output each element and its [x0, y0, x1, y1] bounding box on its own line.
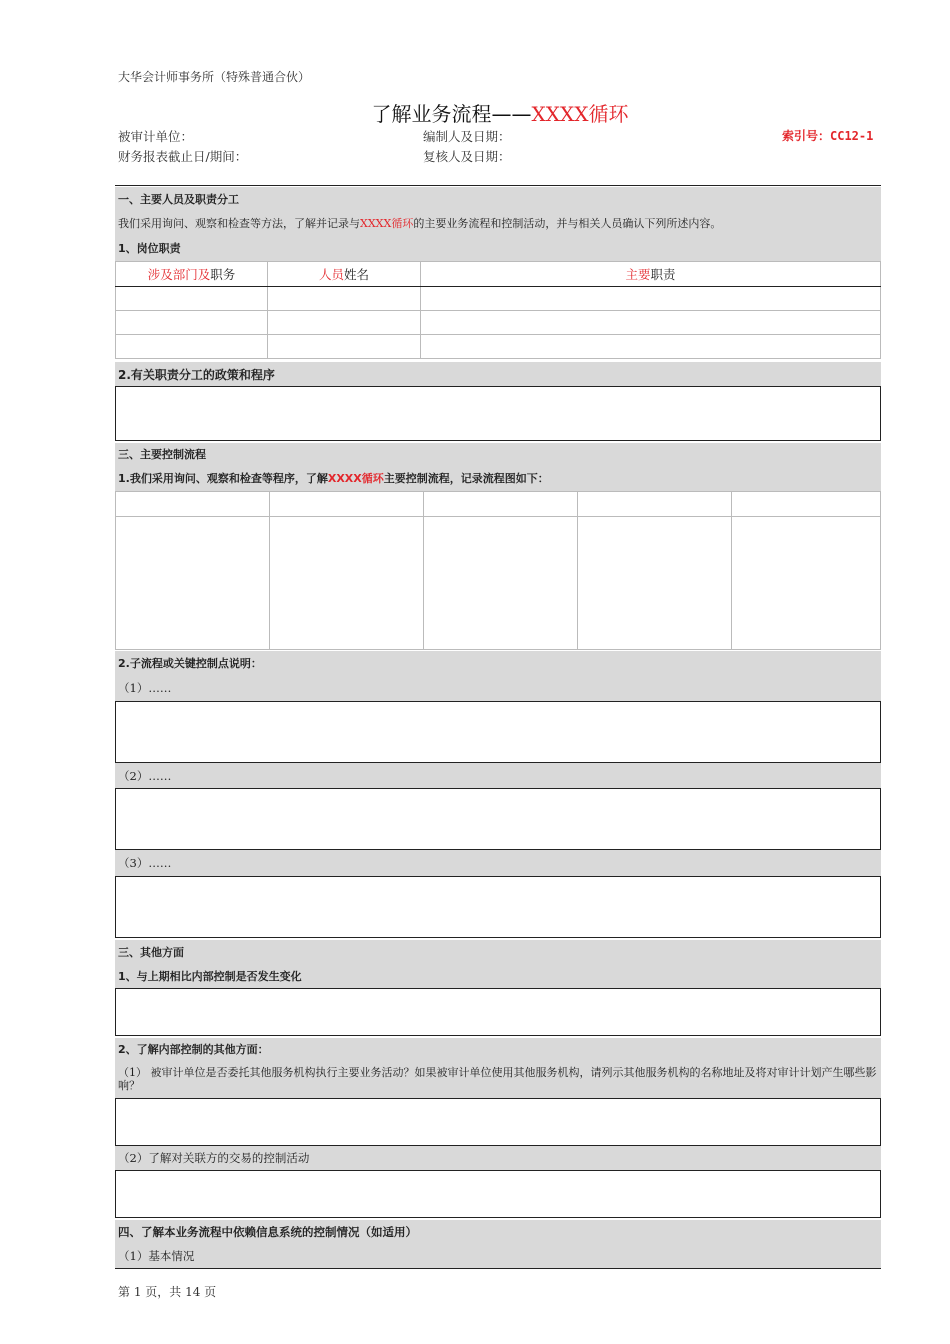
table-cell[interactable]: [116, 287, 268, 311]
page-footer: 第 1 页，共 14 页: [118, 1285, 217, 1299]
policy-heading: 2.有关职责分工的政策和程序: [115, 362, 881, 386]
col-duties-red: 主要: [625, 267, 651, 282]
col-duties: [421, 262, 881, 287]
table-cell[interactable]: [116, 311, 268, 335]
col-department: [116, 262, 268, 287]
flowchart-grid: [115, 491, 881, 650]
period-label: 财务报表截止日/期间：: [118, 149, 248, 164]
flowchart-intro-cycle: XXXX循环: [327, 472, 384, 485]
subprocess-item-2: （2）……: [115, 763, 881, 788]
flowchart-lane[interactable]: [424, 517, 578, 650]
flowchart-intro-a: 1.我们采用询问、观察和检查等程序，了解: [118, 472, 328, 485]
col-department-black: 职务: [210, 267, 236, 282]
subprocess-box-2[interactable]: [115, 788, 881, 850]
flowchart-intro: [115, 465, 881, 491]
related-party-answer-box[interactable]: [115, 1170, 881, 1218]
intro-text-cycle: XXXX循环: [360, 217, 414, 230]
preparer-label: 编制人及日期：: [423, 129, 511, 144]
flowchart-header-row: [116, 492, 881, 517]
auditee-label: 被审计单位：: [118, 129, 194, 144]
table-cell[interactable]: [421, 335, 881, 359]
intro-text-a: 我们采用询问、观察和检查等方法，了解并记录与: [118, 217, 360, 230]
service-org-question: （1） 被审计单位是否委托其他服务机构执行主要业务活动？如果被审计单位使用其他服务机构，请列示其他服务机构的名称地址及将对审计计划产生哪些影响？: [115, 1060, 881, 1098]
col-duties-black: 职责: [650, 267, 676, 282]
basic-info-item: （1）基本情况: [115, 1244, 881, 1268]
table-cell[interactable]: [268, 335, 421, 359]
bottom-rule: [115, 1268, 881, 1269]
flowchart-lane[interactable]: [732, 517, 881, 650]
intro-text-b: 的主要业务流程和控制活动，并与相关人员确认下列所述内容。: [413, 217, 722, 230]
page-title: [0, 98, 950, 127]
top-rule: [115, 185, 881, 186]
flowchart-lane-header[interactable]: [270, 492, 424, 517]
firm-name: 大华会计师事务所（特殊普通合伙）: [118, 70, 311, 84]
table-cell[interactable]: [421, 287, 881, 311]
duties-table: [115, 261, 881, 359]
subprocess-item-1: （1）……: [115, 675, 881, 701]
policy-input-box[interactable]: [115, 386, 881, 441]
table-row: [116, 311, 881, 335]
table-header-row: [116, 262, 881, 287]
col-name-black: 姓名: [344, 267, 370, 282]
flowchart-lane-header[interactable]: [116, 492, 270, 517]
col-name-red: 人员: [318, 267, 344, 282]
flowchart-lane-header[interactable]: [732, 492, 881, 517]
subprocess-box-1[interactable]: [115, 701, 881, 763]
index-number: 索引号：CC12-1: [782, 129, 874, 143]
section3-heading: 三、主要控制流程: [115, 443, 881, 465]
flowchart-intro-b: 主要控制流程，记录流程图如下：: [383, 472, 549, 485]
section1-heading: 一、主要人员及职责分工: [115, 187, 881, 211]
change-answer-box[interactable]: [115, 988, 881, 1036]
reviewer-label: 复核人及日期：: [423, 149, 511, 164]
flowchart-lane-header[interactable]: [578, 492, 732, 517]
related-party-question: （2）了解对关联方的交易的控制活动: [115, 1146, 881, 1170]
section1-intro: [115, 211, 881, 235]
subprocess-box-3[interactable]: [115, 876, 881, 938]
other-aspects-heading: 2、了解内部控制的其他方面：: [115, 1038, 881, 1060]
col-department-red: 涉及部门及: [147, 267, 211, 282]
flowchart-lane[interactable]: [116, 517, 270, 650]
table-cell[interactable]: [268, 287, 421, 311]
flowchart-lane[interactable]: [578, 517, 732, 650]
section4-heading: 四、了解本业务流程中依赖信息系统的控制情况（如适用）: [115, 1220, 881, 1244]
subprocess-item-3: （3）……: [115, 850, 881, 876]
table-row: [116, 287, 881, 311]
change-question: 1、与上期相比内部控制是否发生变化: [115, 964, 881, 988]
job-duties-heading: 1、岗位职责: [115, 235, 881, 261]
table-cell[interactable]: [116, 335, 268, 359]
service-org-answer-box[interactable]: [115, 1098, 881, 1146]
other-heading: 三、其他方面: [115, 940, 881, 964]
flowchart-body-row: [116, 517, 881, 650]
col-name: [268, 262, 421, 287]
title-main: 了解业务流程——: [371, 102, 532, 126]
table-cell[interactable]: [268, 311, 421, 335]
table-cell[interactable]: [421, 311, 881, 335]
table-row: [116, 335, 881, 359]
flowchart-lane-header[interactable]: [424, 492, 578, 517]
title-cycle: XXXX循环: [531, 102, 629, 126]
subprocess-heading: 2.子流程或关键控制点说明：: [115, 651, 881, 675]
flowchart-lane[interactable]: [270, 517, 424, 650]
